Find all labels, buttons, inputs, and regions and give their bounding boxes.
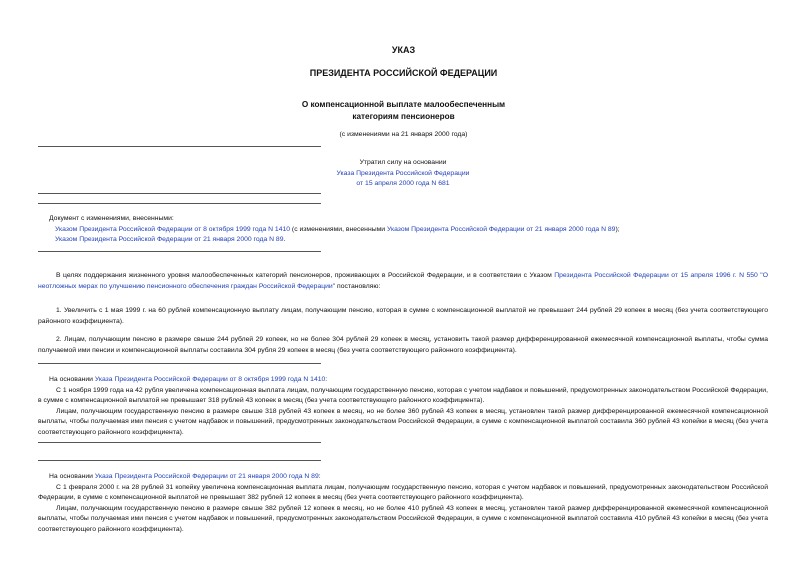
lost-force-note bbox=[300, 158, 506, 190]
amendments-intro: Документ с изменениями, внесенными: bbox=[49, 215, 174, 222]
amendment-link-b[interactable]: Указом Президента Российской Федерации от 21 января 2000 года N 89 bbox=[386, 225, 616, 233]
divider-rule bbox=[38, 251, 321, 252]
amendment-link-c[interactable]: Указом Президента Российской Федерации от 21 января 2000 года N 89 bbox=[55, 236, 284, 243]
basis-1-paragraph-2: Лицам, получающим государственную пенсию в размере свыше 318 рублей 43 копеек в месяц, но не более 360 рублей 43 копеек в месяц, установлен такой размер дифференцированной ежемесячной компенсационной выплаты, чтобы получаемая ими пенсия с учетом надбавок и повышений, предусмотренных законодательством Российской Федерации, в сумме с компенсационной выплатой составила 360 рублей 43 копейки в месяц (без учета соответствующего районного коэффициента). bbox=[38, 407, 768, 436]
basis-1-paragraph-1: С 1 ноября 1999 года на 42 рубля увеличена компенсационная выплата лицам, получающим государственную пенсию, которая с учетом надбавок и повышений, предусмотренных законодательством Российской Федерации, в сумме с компенсационной выплатой не превышает 318 рублей 43 копеек в месяц (без учета соответствующего районного коэффициента). bbox=[38, 386, 768, 404]
item-2-paragraph: 2. Лицам, получающим пенсию в размере свыше 244 рублей 29 копеек, но не более 304 рублей 29 копеек в месяц, установить такой размер дифференцированной ежемесячной компенсационной выплаты, чтобы сумма получаемой ими пенсии и компенсационной выплаты составила 304 рубля 29 копеек в месяц (без учета соответствующего районного коэффициента). bbox=[38, 336, 768, 354]
amendment-line-1: Указом Президента Российской Федерации от 8 октября 1999 года N 1410 (с изменениями, внесенными Указом Президента Российской Федерации от 21 января 2000 года N 89); bbox=[55, 225, 620, 233]
subject-line-2: категориям пенсионеров bbox=[352, 112, 455, 121]
basis-1-heading: На основании Указа Президента Российской Федерации от 8 октября 1999 года N 1410: bbox=[49, 376, 328, 383]
divider-rule bbox=[38, 203, 321, 204]
preamble-paragraph: В целях поддержания жизненного уровня малообеспеченных категорий пенсионеров, проживающих в Российской Федерации, и в соответствии с Указом Президента Российской Федерации от 15 апреля 1996 г. N 550 "О неотложных мерах по улучшению пенсионного обеспечения граждан Российской Федерации" постановляю: bbox=[38, 272, 768, 290]
preamble-decree-link[interactable]: Президента Российской Федерации от 15 апреля 1996 г. N 550 "О неотложных мерах по улучшению пенсионного обеспечения граждан Российской Федерации" bbox=[38, 272, 768, 290]
basis-2-heading: На основании Указа Президента Российской Федерации от 21 января 2000 года N 89: bbox=[49, 473, 321, 480]
subject-line-1: О компенсационной выплате малообеспеченным bbox=[301, 100, 506, 109]
amendment-line-2: Указом Президента Российской Федерации от 21 января 2000 года N 89. bbox=[55, 236, 286, 243]
issuer-title: ПРЕЗИДЕНТА РОССИЙСКОЙ ФЕДЕРАЦИИ bbox=[309, 68, 498, 78]
divider-rule bbox=[38, 460, 321, 461]
document-subject bbox=[0, 99, 807, 123]
basis-1-link[interactable]: Указа Президента Российской Федерации от 8 октября 1999 года N 1410 bbox=[94, 376, 326, 383]
item-1-paragraph: 1. Увеличить с 1 мая 1999 г. на 60 рублей компенсационную выплату лицам, получающим пенсию, которая в сумме с компенсационной выплатой не превышает 244 рублей 29 копеек в месяц (без учета соответствующего районного коэффициента). bbox=[38, 307, 768, 325]
lost-force-link-2[interactable]: от 15 апреля 2000 года N 681 bbox=[356, 180, 450, 187]
edition-note: (с изменениями на 21 января 2000 года) bbox=[339, 131, 468, 138]
basis-2-section bbox=[38, 472, 768, 535]
amendments-block bbox=[38, 214, 768, 246]
lost-force-text: Утратил силу на основании bbox=[359, 159, 447, 166]
divider-rule bbox=[38, 363, 321, 364]
basis-2-paragraph-1: С 1 февраля 2000 г. на 28 рублей 31 копейку увеличена компенсационная выплата лицам, получающим государственную пенсию, которая с учетом надбавок и повышений, предусмотренных законодательством Российской Федерации, в сумме с компенсационной выплатой не превышает 382 рублей 12 копеек в месяц (без учета соответствующего районного коэффициента). bbox=[38, 483, 768, 501]
basis-2-paragraph-2: Лицам, получающим государственную пенсию в размере свыше 382 рублей 12 копеек в месяц, но не более 410 рублей 43 копеек в месяц, установлен такой размер дифференцированной ежемесячной компенсационной выплаты, чтобы получаемая ими пенсия с учетом надбавок и повышений, предусмотренных законодательством Российской Федерации, в сумме с компенсационной выплатой составила 410 рублей 43 копейки в месяц (без учета соответствующего районного коэффициента). bbox=[38, 504, 768, 533]
doc-type-title: УКАЗ bbox=[391, 45, 416, 55]
basis-2-link[interactable]: Указа Президента Российской Федерации от 21 января 2000 года N 89 bbox=[94, 473, 319, 480]
basis-1-section bbox=[38, 375, 768, 438]
lost-force-link-1[interactable]: Указа Президента Российской Федерации bbox=[336, 169, 470, 177]
divider-rule bbox=[38, 146, 321, 147]
divider-rule bbox=[38, 442, 321, 443]
amendment-link-a[interactable]: Указом Президента Российской Федерации от 8 октября 1999 года N 1410 bbox=[55, 225, 291, 233]
divider-rule bbox=[38, 193, 321, 194]
